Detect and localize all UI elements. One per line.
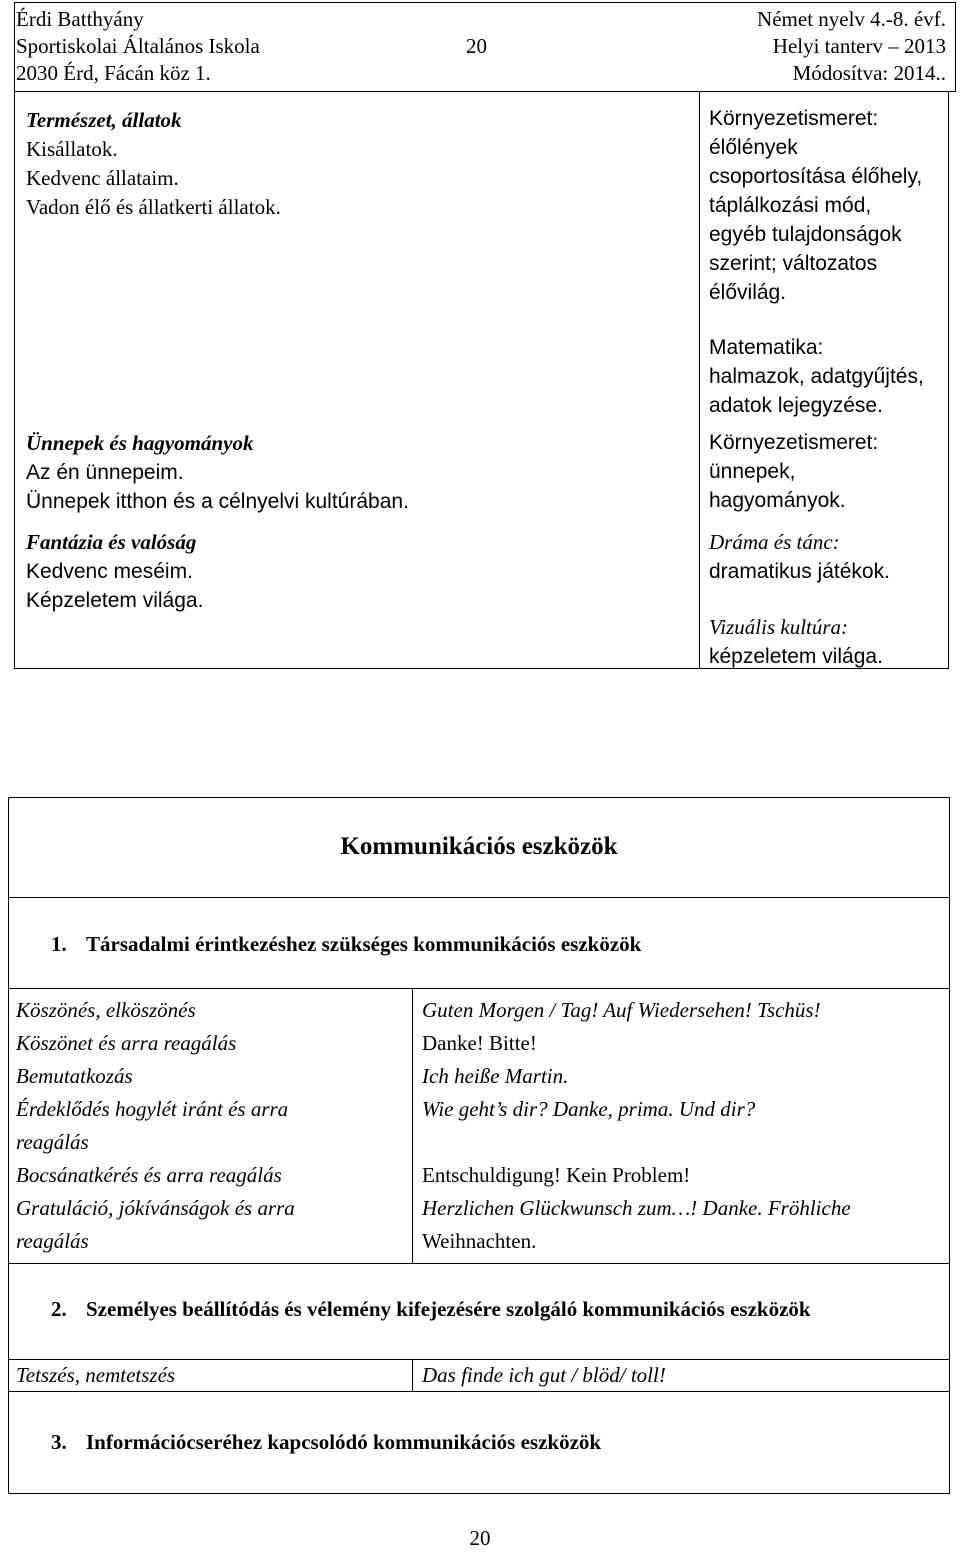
topic-fantasy-title: Fantázia és valóság <box>26 530 197 554</box>
section1-number: 1. <box>51 932 67 956</box>
comm-title-divider <box>8 897 950 898</box>
table-border-left <box>14 92 15 669</box>
table-cell: Das finde ich gut / blöd/ toll! <box>422 1363 666 1387</box>
topic-holidays-title: Ünnepek és hagyományok <box>26 431 254 455</box>
section3-title: Információcseréhez kapcsolódó kommunikációs eszközök <box>86 1430 602 1454</box>
topic-fantasy <box>26 528 686 615</box>
link-label: Matematika: <box>709 336 824 359</box>
link-line: táplálkozási mód, <box>709 194 872 217</box>
topic-fantasy-item: Kedvenc meséim. <box>26 560 193 583</box>
link-line: dramatikus játékok. <box>709 560 890 583</box>
topic-nature-item: Kisállatok. <box>26 137 118 161</box>
table-cell: Wie geht’s dir? Danke, prima. Und dir? <box>422 1097 756 1121</box>
link-label: Környezetismeret: <box>709 431 879 454</box>
link-line: képzeletem világa. <box>709 645 883 668</box>
table-cell: Guten Morgen / Tag! Auf Wiedersehen! Tschüs! <box>422 998 821 1022</box>
link-line: csoportosítása élőhely, <box>709 165 923 188</box>
link-label: Környezetismeret: <box>709 107 879 130</box>
table-column-divider <box>699 92 700 669</box>
link-label: Dráma és tánc: <box>709 530 840 554</box>
link-line: halmazok, adatgyűjtés, <box>709 365 924 388</box>
table-cell: Herzlichen Glückwunsch zum…! Danke. Fröhliche <box>422 1196 851 1220</box>
section1-column-divider <box>412 988 413 1264</box>
link-line: egyéb tulajdonságok <box>709 223 902 246</box>
table-cell: Bemutatkozás <box>16 1064 133 1088</box>
topic-nature <box>26 106 686 222</box>
table-cell: Tetszés, nemtetszés <box>16 1363 176 1387</box>
topic-holidays-item: Az én ünnepeim. <box>26 461 184 484</box>
table-cell: Danke! Bitte! <box>422 1031 537 1055</box>
link-line: ünnepek, <box>709 460 796 483</box>
header-page-number: 20 <box>466 34 487 58</box>
footer-page-number: 20 <box>469 1526 491 1550</box>
link-visual <box>709 613 944 671</box>
link-line: hagyományok. <box>709 489 846 512</box>
table-cell: Érdeklődés hogylét iránt és arra <box>16 1097 289 1121</box>
section2-number: 2. <box>51 1297 67 1321</box>
table-cell: Entschuldigung! Kein Problem! <box>422 1163 691 1187</box>
comm-title: Kommunikációs eszközök <box>340 833 618 860</box>
section3-number: 3. <box>51 1430 67 1454</box>
link-environment-2 <box>709 428 944 515</box>
school-address: 2030 Érd, Fácán köz 1. <box>16 61 211 85</box>
table-cell: Weihnachten. <box>422 1229 537 1253</box>
modified-date: Módosítva: 2014.. <box>792 61 946 85</box>
section1-divider <box>8 988 950 989</box>
section3-heading <box>51 1427 601 1457</box>
section2-heading <box>51 1294 811 1324</box>
link-line: élőlények <box>709 136 798 159</box>
school-name-line1: Érdi Batthyány <box>16 7 144 31</box>
table-cell: Gratuláció, jókívánságok és arra <box>16 1196 295 1220</box>
table-cell: Köszönet és arra reagálás <box>16 1031 237 1055</box>
school-name-line2: Sportiskolai Általános Iskola <box>16 34 260 58</box>
topic-nature-item: Kedvenc állataim. <box>26 166 179 190</box>
section1-title: Társadalmi érintkezéshez szükséges kommunikációs eszközök <box>86 932 642 956</box>
topic-nature-item: Vadon élő és állatkerti állatok. <box>26 195 281 219</box>
topic-nature-title: Természet, állatok <box>26 108 182 132</box>
table-cell: Ich heiße Martin. <box>422 1064 569 1088</box>
section1-right-column <box>422 994 944 1258</box>
link-line: élővilág. <box>709 281 787 304</box>
topic-holidays <box>26 429 686 516</box>
topic-holidays-item: Ünnepek itthon és a célnyelvi kultúrában. <box>26 490 409 513</box>
link-label: Vizuális kultúra: <box>709 615 849 639</box>
curriculum-title: Helyi tanterv – 2013 <box>772 34 946 58</box>
link-line: adatok lejegyzése. <box>709 394 883 417</box>
topic-fantasy-item: Képzeletem világa. <box>26 589 204 612</box>
table-cell: reagálás <box>16 1130 89 1154</box>
section1-left-column <box>16 994 408 1258</box>
section1-table-bottom <box>8 1263 950 1264</box>
link-environment-1 <box>709 104 944 307</box>
link-line: szerint; változatos <box>709 252 878 275</box>
table-border-right <box>948 92 949 669</box>
section2-title: Személyes beállítódás és vélemény kifejezésére szolgáló kommunikációs eszközök <box>86 1297 811 1321</box>
section2-column-divider <box>412 1359 413 1392</box>
link-math <box>709 333 944 420</box>
table-cell: Bocsánatkérés és arra reagálás <box>16 1163 282 1187</box>
subject-title: Német nyelv 4.-8. évf. <box>757 7 946 31</box>
link-drama <box>709 528 944 586</box>
table-cell: reagálás <box>16 1229 89 1253</box>
section1-heading <box>51 929 641 959</box>
table-cell: Köszönés, elköszönés <box>16 998 196 1022</box>
